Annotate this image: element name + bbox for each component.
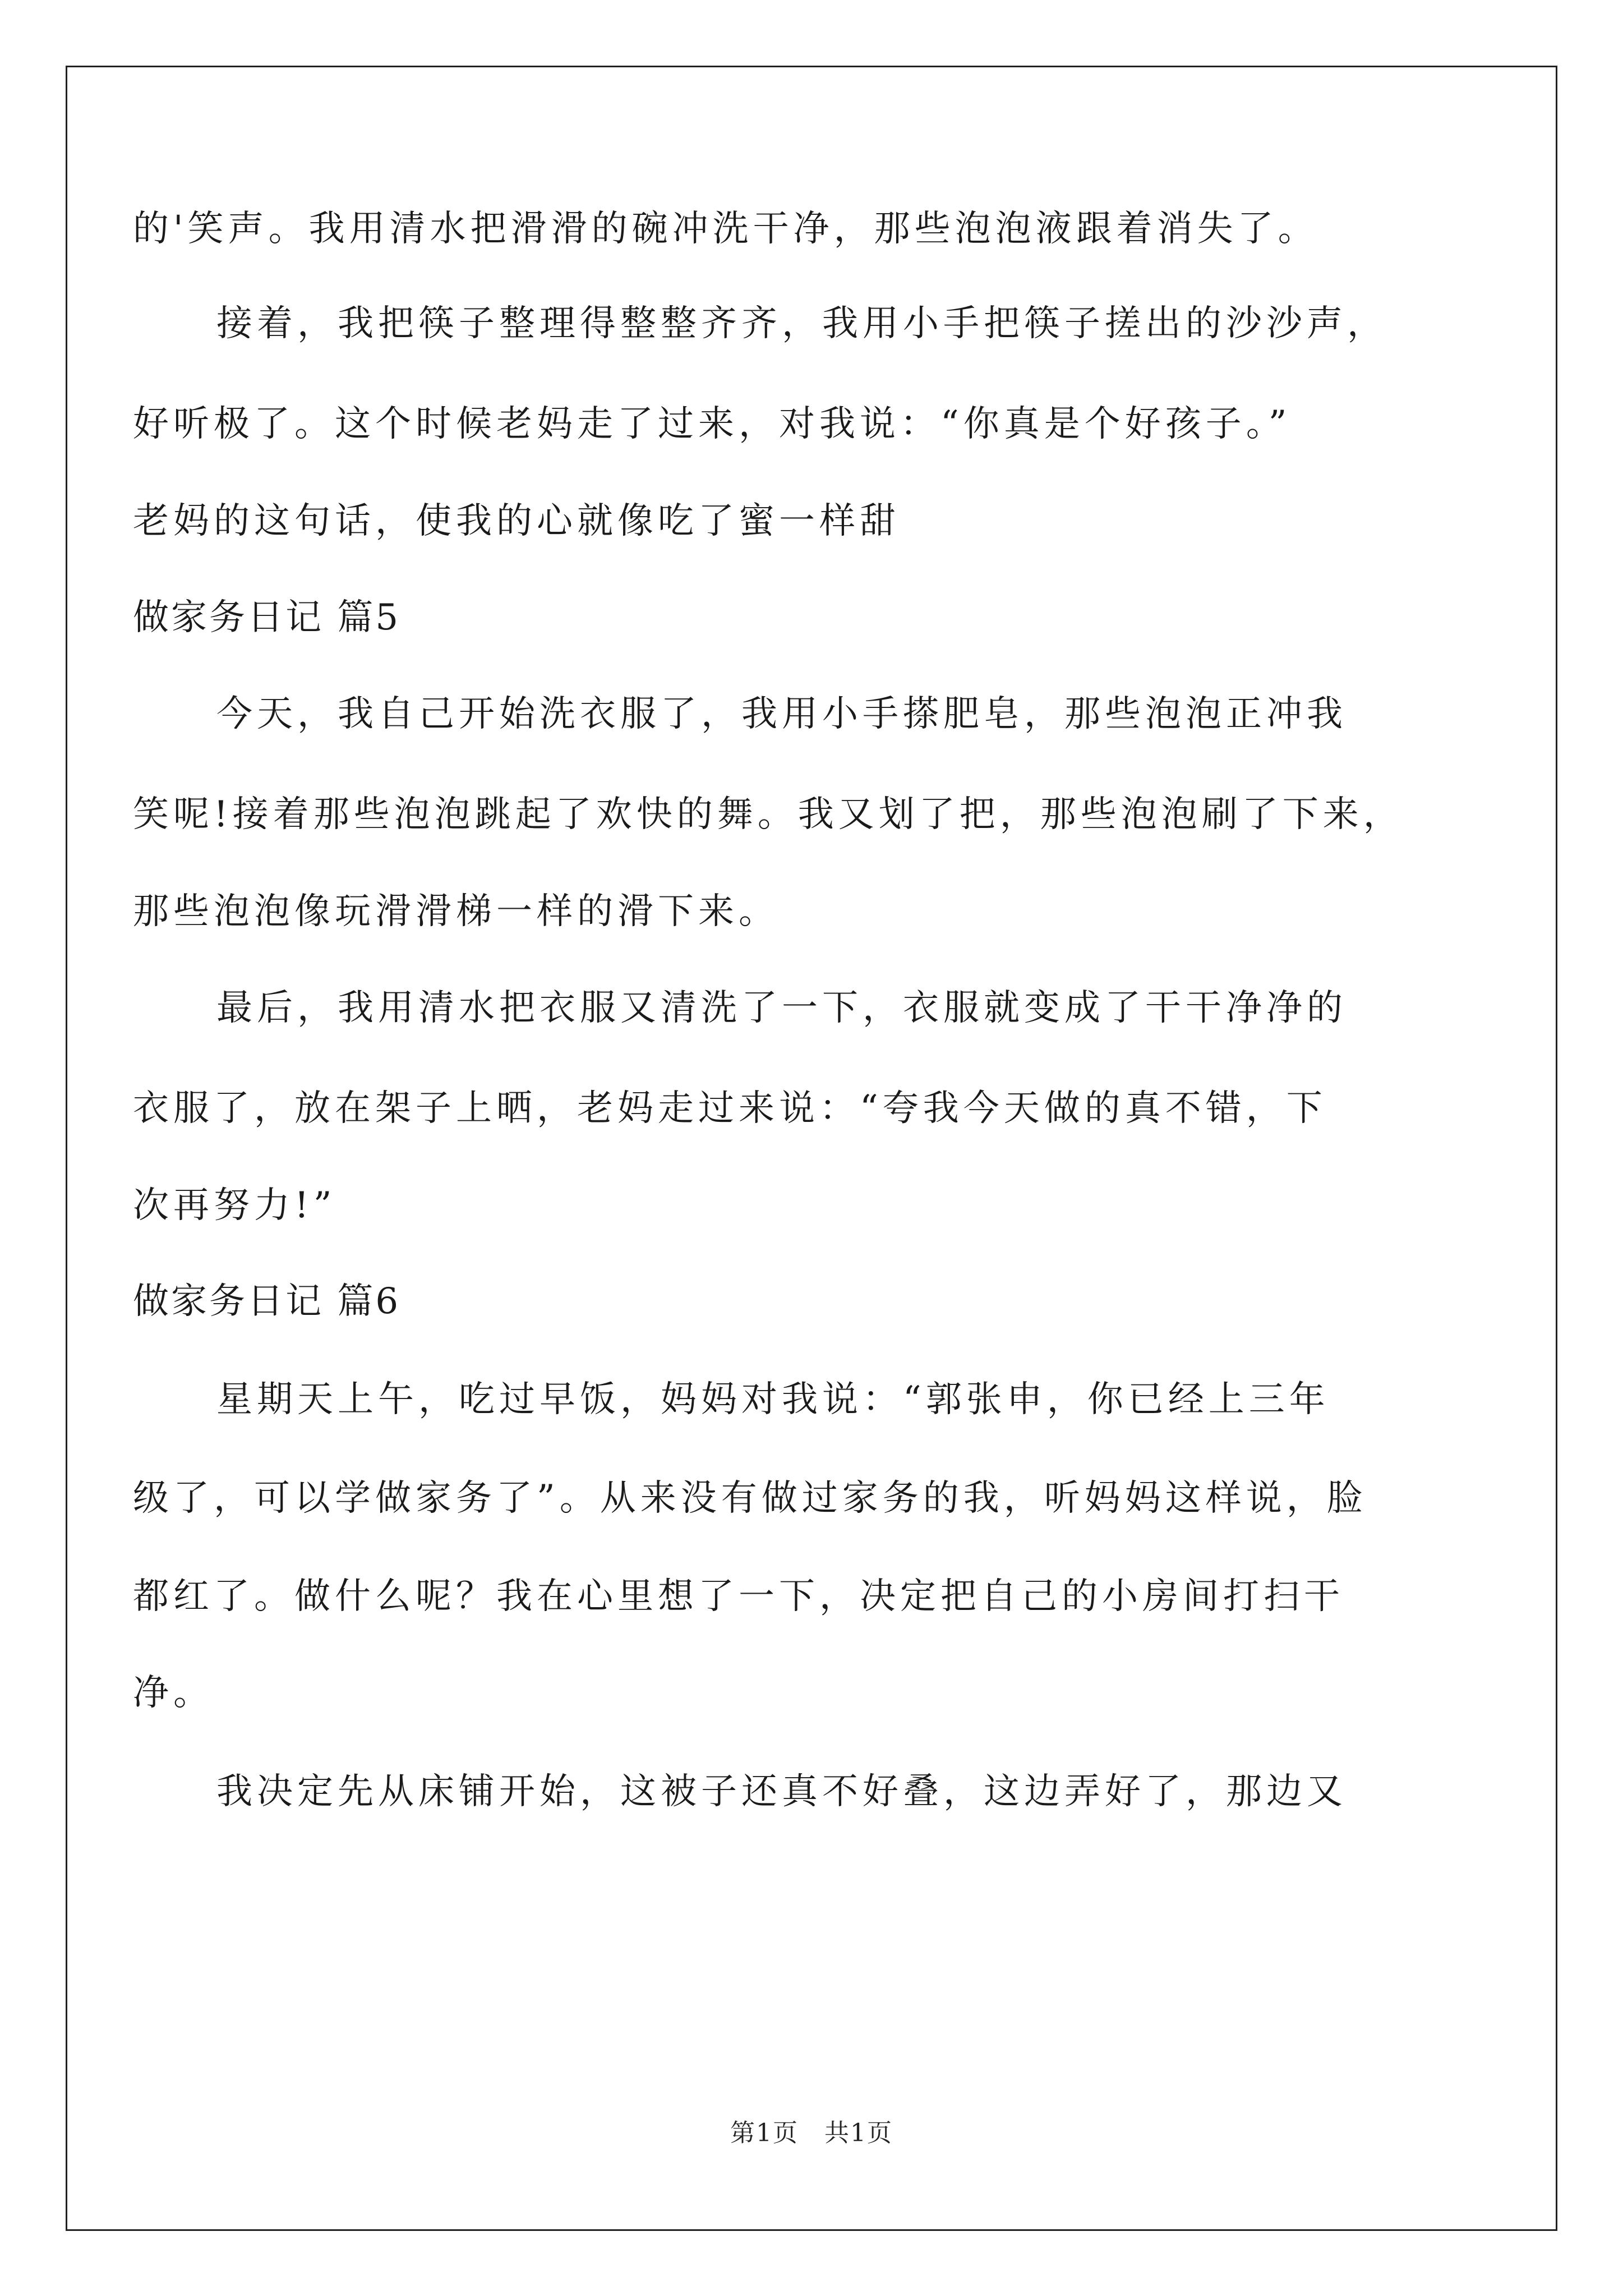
- text-line: 净。: [133, 1672, 214, 1714]
- section-heading: 做家务日记 篇6: [133, 1281, 401, 1322]
- text-line: 老妈的这句话，使我的心就像吃了蜜一样甜: [133, 500, 900, 542]
- page-border: [66, 66, 1557, 2231]
- text-line: 的'笑声。我用清水把滑滑的碗冲洗干净，那些泡泡液跟着消失了。: [133, 208, 1318, 250]
- page-number: 第1页 共1页: [730, 2119, 893, 2147]
- section-heading: 做家务日记 篇5: [133, 597, 401, 638]
- text-line: 笑呢!接着那些泡泡跳起了欢快的舞。我又划了把，那些泡泡刷了下来，: [133, 794, 1404, 835]
- paragraph-start: 最后，我用清水把衣服又清洗了一下，衣服就变成了干干净净的: [216, 987, 1347, 1029]
- text-line: 次再努力!”: [133, 1185, 336, 1226]
- paragraph-start: 今天，我自己开始洗衣服了，我用小手搽肥皂，那些泡泡正冲我: [216, 693, 1347, 735]
- paragraph-start: 星期天上午，吃过早饭，妈妈对我说：“郭张申，你已经上三年: [216, 1379, 1330, 1420]
- text-line: 好听极了。这个时候老妈走了过来，对我说：“你真是个好孩子。”: [133, 403, 1292, 445]
- paragraph-start: 接着，我把筷子整理得整整齐齐，我用小手把筷子搓出的沙沙声，: [216, 303, 1387, 344]
- paragraph-start: 我决定先从床铺开始，这被子还真不好叠，这边弄好了，那边又: [216, 1771, 1347, 1812]
- text-line: 衣服了，放在架子上晒，老妈走过来说：“夸我今天做的真不错，下: [133, 1088, 1327, 1129]
- text-line: 都红了。做什么呢？我在心里想了一下，决定把自己的小房间打扫干: [133, 1576, 1344, 1617]
- text-line: 那些泡泡像玩滑滑梯一样的滑下来。: [133, 891, 779, 932]
- text-line: 级了，可以学做家务了”。从来没有做过家务的我，听妈妈这样说，脸: [133, 1478, 1367, 1519]
